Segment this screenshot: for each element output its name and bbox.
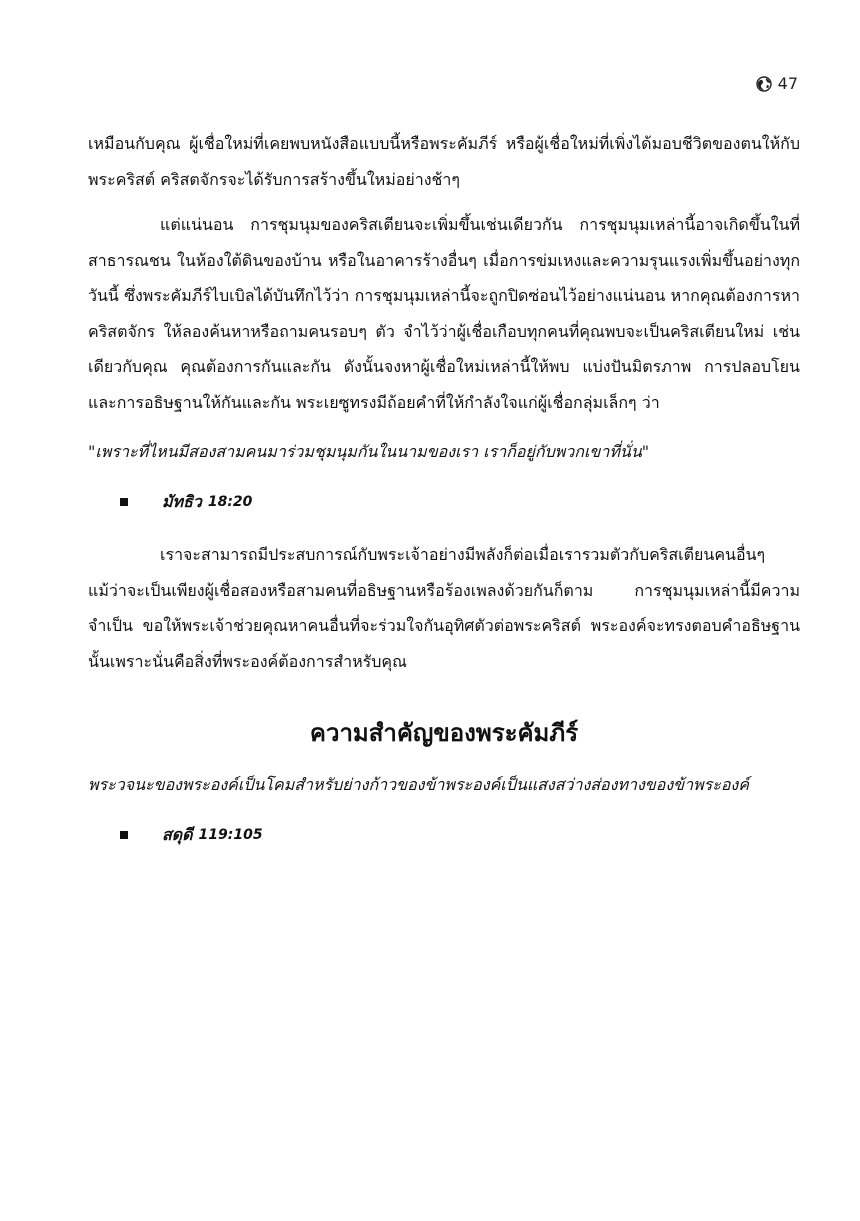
paragraph-2: แต่แน่นอน การชุมนุมของคริสเตียนจะเพิ่มขึ้นเช่นเดียวกัน การชุมนุมเหล่านี้อาจเกิดขึ้นในที่สาธารณชน ในห้องใต้ดินของบ้าน หรือในอาคารร้างอื่นๆ เมื่อการข่มเหงและความรุนแรงเพิ่มขึ้นอย่างทุกวันนี้ ซึ่งพระคัมภีร์ไบเบิลได้บันทึกไว้ว่า การชุมนุมเหล่านี้จะถูกปิดซ่อนไว้อย่างแน่นอน หากคุณต้องการหาคริสตจักร ให้ลองค้นหาหรือถามคนรอบๆ ตัว จำไว้ว่าผู้เชื่อเกือบทุกคนที่คุณพบจะเป็นคริสเตียนใหม่ เช่นเดียวกับคุณ คุณต้องการกันและกัน ดังนั้นจงหาผู้เชื่อใหม่เหล่านี้ให้พบ แบ่งปันมิตรภาพ การปลอบโยน และการอธิษฐานให้กันและกัน พระเยซูทรงมีถ้อยคำที่ให้กำลังใจแก่ผู้เชื่อกลุ่มเล็กๆ ว่า xyxy=(88,215,800,412)
globe-icon xyxy=(756,76,772,92)
page-content xyxy=(88,126,800,850)
scripture-reference-2 xyxy=(88,820,800,850)
paragraph-1: เหมือนกับคุณ ผู้เชื่อใหม่ที่เคยพบหนังสือแบบนี้หรือพระคัมภีร์ หรือผู้เชื่อใหม่ที่เพิ่งได้มอบชีวิตของตนให้กับพระคริสต์ คริสตจักรจะได้รับการสร้างขึ้นใหม่อย่างช้าๆ xyxy=(88,134,800,189)
reference-2-book: สดุดี xyxy=(162,825,193,844)
scripture-quote-2: พระวจนะของพระองค์เป็นโคมสำหรับย่างก้าวของข้าพระองค์เป็นแสงสว่างส่องทางของข้าพระองค์ xyxy=(88,775,749,794)
scripture-quote-1 xyxy=(88,434,800,469)
paragraph-3: เราจะสามารถมีประสบการณ์กับพระเจ้าอย่างมีพลังก็ต่อเมื่อเรารวมตัวกับคริสเตียนคนอื่นๆ แม้ว่าจะเป็นเพียงผู้เชื่อสองหรือสามคนที่อธิษฐานหรือร้องเพลงด้วยกันก็ตาม การชุมนุมเหล่านี้มีความจำเป็น ขอให้พระเจ้าช่วยคุณหาคนอื่นที่จะร่วมใจกันอุทิศตัวต่อพระคริสต์ พระองค์จะทรงตอบคำอธิษฐานนั้นเพราะนั่นคือสิ่งที่พระองค์ต้องการสำหรับคุณ xyxy=(88,545,800,671)
section-title: ความสำคัญของพระคัมภีร์ xyxy=(309,719,579,747)
reference-2-verse: 119:105 xyxy=(198,827,263,843)
quote-1-text: "เพราะที่ไหนมีสองสามคนมาร่วมชุมนุมกันในนามของเรา เราก็อยู่กับพวกเขาที่นั่น" xyxy=(88,442,650,461)
bullet-square-icon xyxy=(120,831,128,839)
reference-1-book: มัทธิว xyxy=(162,492,202,511)
page-number: 47 xyxy=(777,74,798,93)
page-header xyxy=(756,74,798,93)
bullet-square-icon xyxy=(120,498,128,506)
scripture-reference-1 xyxy=(88,487,800,517)
reference-1-verse: 18:20 xyxy=(207,494,253,510)
